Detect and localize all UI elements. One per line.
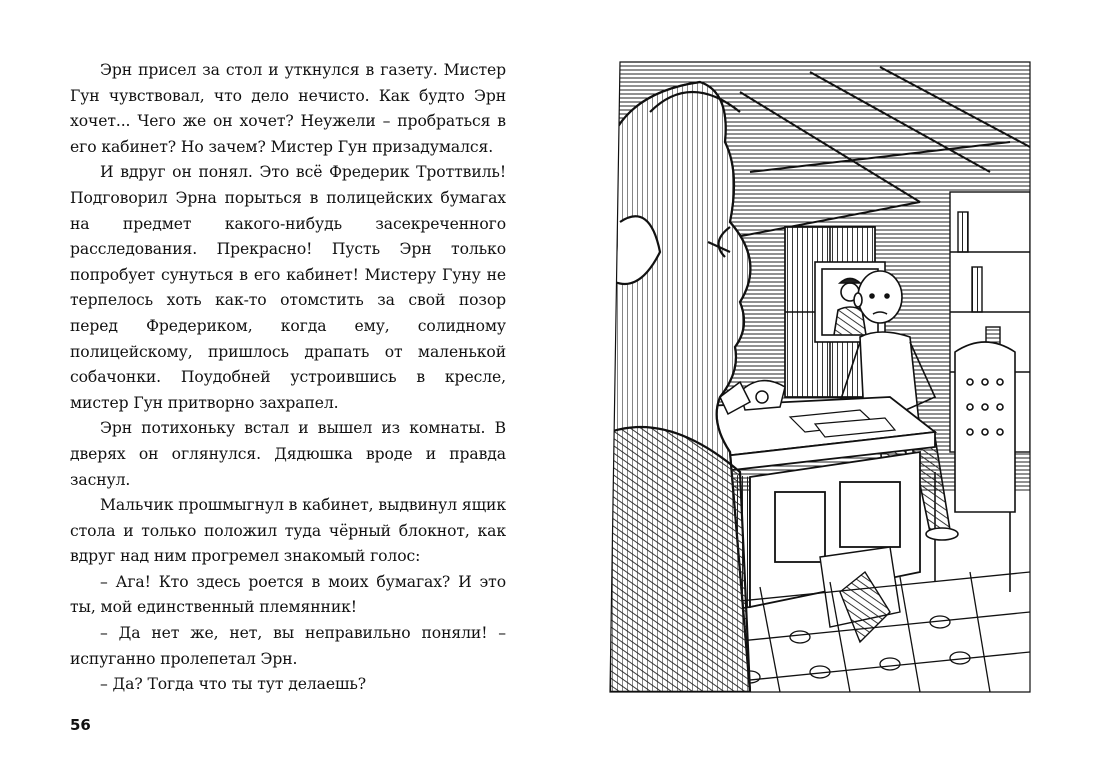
paragraph: Мальчик прошмыгнул в кабинет, выдвинул ящик стола и только положил туда чёрный блокнот, как вдруг над ним прогремел знакомый голос: bbox=[70, 496, 506, 566]
paragraph: – Да? Тогда что ты тут делаешь? bbox=[100, 675, 367, 694]
paragraph: – Да нет же, нет, вы неправильно поняли! – испуганно пролепетал Эрн. bbox=[70, 624, 506, 668]
page-number: 56 bbox=[70, 716, 91, 734]
paragraph: Эрн потихоньку встал и вышел из комнаты. В дверях он оглянулся. Дядюшка вроде и правда заснул. bbox=[70, 419, 506, 489]
paragraph: Эрн присел за стол и уткнулся в газету. Мистер Гун чувствовал, что дело нечисто. Как будто Эрн хочет... Чего же он хочет? Неужели – пробраться в его кабинет? Но зачем? Мистер Гун призадумался. bbox=[70, 61, 506, 156]
paragraph: И вдруг он понял. Это всё Фредерик Троттвиль! Подговорил Эрна порыться в полицейских бумагах на предмет какого-нибудь засекреченного расследования. Прекрасно! Пусть Эрн только попробует сунуться в его кабинет! Мистеру Гуну не терпелось хоть как-то отомстить за свой позор перед Фредериком, когда ему, солидному полицейскому, пришлось драпать от маленькой собачонки. Поудобней устроившись в кресле, мистер Гун притворно захрапел. bbox=[70, 163, 506, 412]
illustration bbox=[590, 52, 1050, 712]
paragraph: – Ага! Кто здесь роется в моих бумагах? И это ты, мой единственный племянник! bbox=[70, 572, 506, 617]
text-column bbox=[70, 58, 506, 698]
